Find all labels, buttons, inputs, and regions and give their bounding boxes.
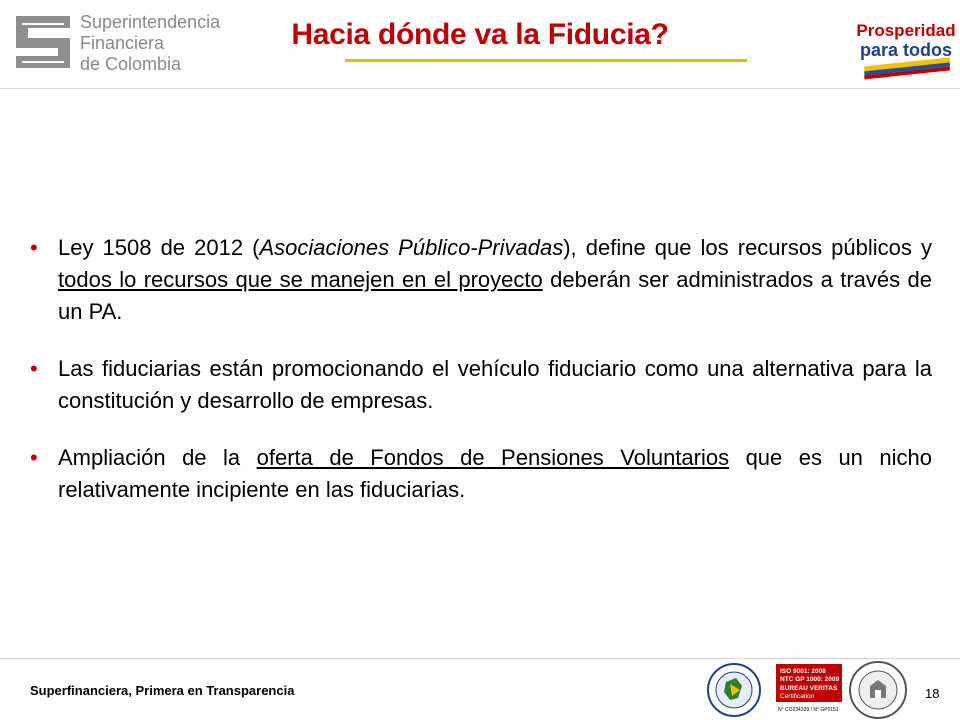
prosperidad-para-todos-logo — [856, 12, 956, 80]
logo-line-3: de Colombia — [80, 54, 182, 74]
logo-line-2: Financiera — [80, 33, 165, 53]
bureau-veritas-seal-icon — [848, 660, 908, 720]
svg-text:BUREAU VERITAS: BUREAU VERITAS — [780, 685, 838, 692]
bullet-text — [58, 232, 932, 328]
bullet-text-run: que es un nicho relativamente incipiente en las fiduciarias. — [58, 445, 932, 502]
bullet-list — [30, 232, 932, 531]
svg-text:para todos: para todos — [859, 40, 953, 60]
bullet-text-underline: oferta de Fondos de Pensiones Voluntarios — [256, 445, 730, 470]
svg-text:N° CO234339 / N° GP0151: N° CO234339 / N° GP0151 — [778, 707, 839, 713]
svg-text:Prosperidad: Prosperidad — [856, 21, 956, 40]
svg-text:Certification: Certification — [780, 693, 815, 700]
bullet-marker-icon: • — [30, 356, 38, 381]
svg-text:NTC GP 1000: 2009: NTC GP 1000: 2009 — [780, 676, 840, 683]
bullet-text-run: deberán ser administrados a través de un PA. — [58, 267, 932, 324]
footer-tagline: Superfinanciera, Primera en Transparencia — [30, 683, 295, 698]
iso-certification-badge — [776, 664, 842, 716]
bullet-text-italic: Asociaciones Público-Privadas — [259, 235, 564, 260]
svg-text:ISO 9001: 2008: ISO 9001: 2008 — [780, 668, 826, 675]
logo-line-1: Superintendencia — [80, 12, 221, 32]
bullet-text — [58, 353, 932, 417]
certification-seal-icon — [700, 662, 768, 718]
header-divider — [0, 88, 960, 89]
bullet-item — [30, 442, 932, 506]
bullet-text — [58, 442, 932, 506]
bullet-text-run: Ley 1508 de 2012 ( — [58, 235, 260, 260]
bullet-item — [30, 353, 932, 417]
page-title: Hacia dónde va la Fiducia? — [291, 18, 669, 51]
bullet-item — [30, 232, 932, 328]
bullet-text-run: ), define que los recursos públicos y — [563, 235, 932, 260]
page-number: 18 — [925, 686, 940, 701]
bullet-marker-icon: • — [30, 445, 38, 470]
footer-divider — [0, 658, 960, 659]
bullet-text-run: Ampliación de la — [58, 445, 257, 470]
bullet-text-underline: todos lo recursos que se manejen en el proyecto — [58, 267, 543, 292]
bullet-text-run: Las fiduciarias están promocionando el vehículo fiduciario como una alternativa para la constitución y desarrollo de empresas. — [58, 356, 932, 413]
title-underline — [345, 59, 747, 62]
bullet-marker-icon: • — [30, 235, 38, 260]
